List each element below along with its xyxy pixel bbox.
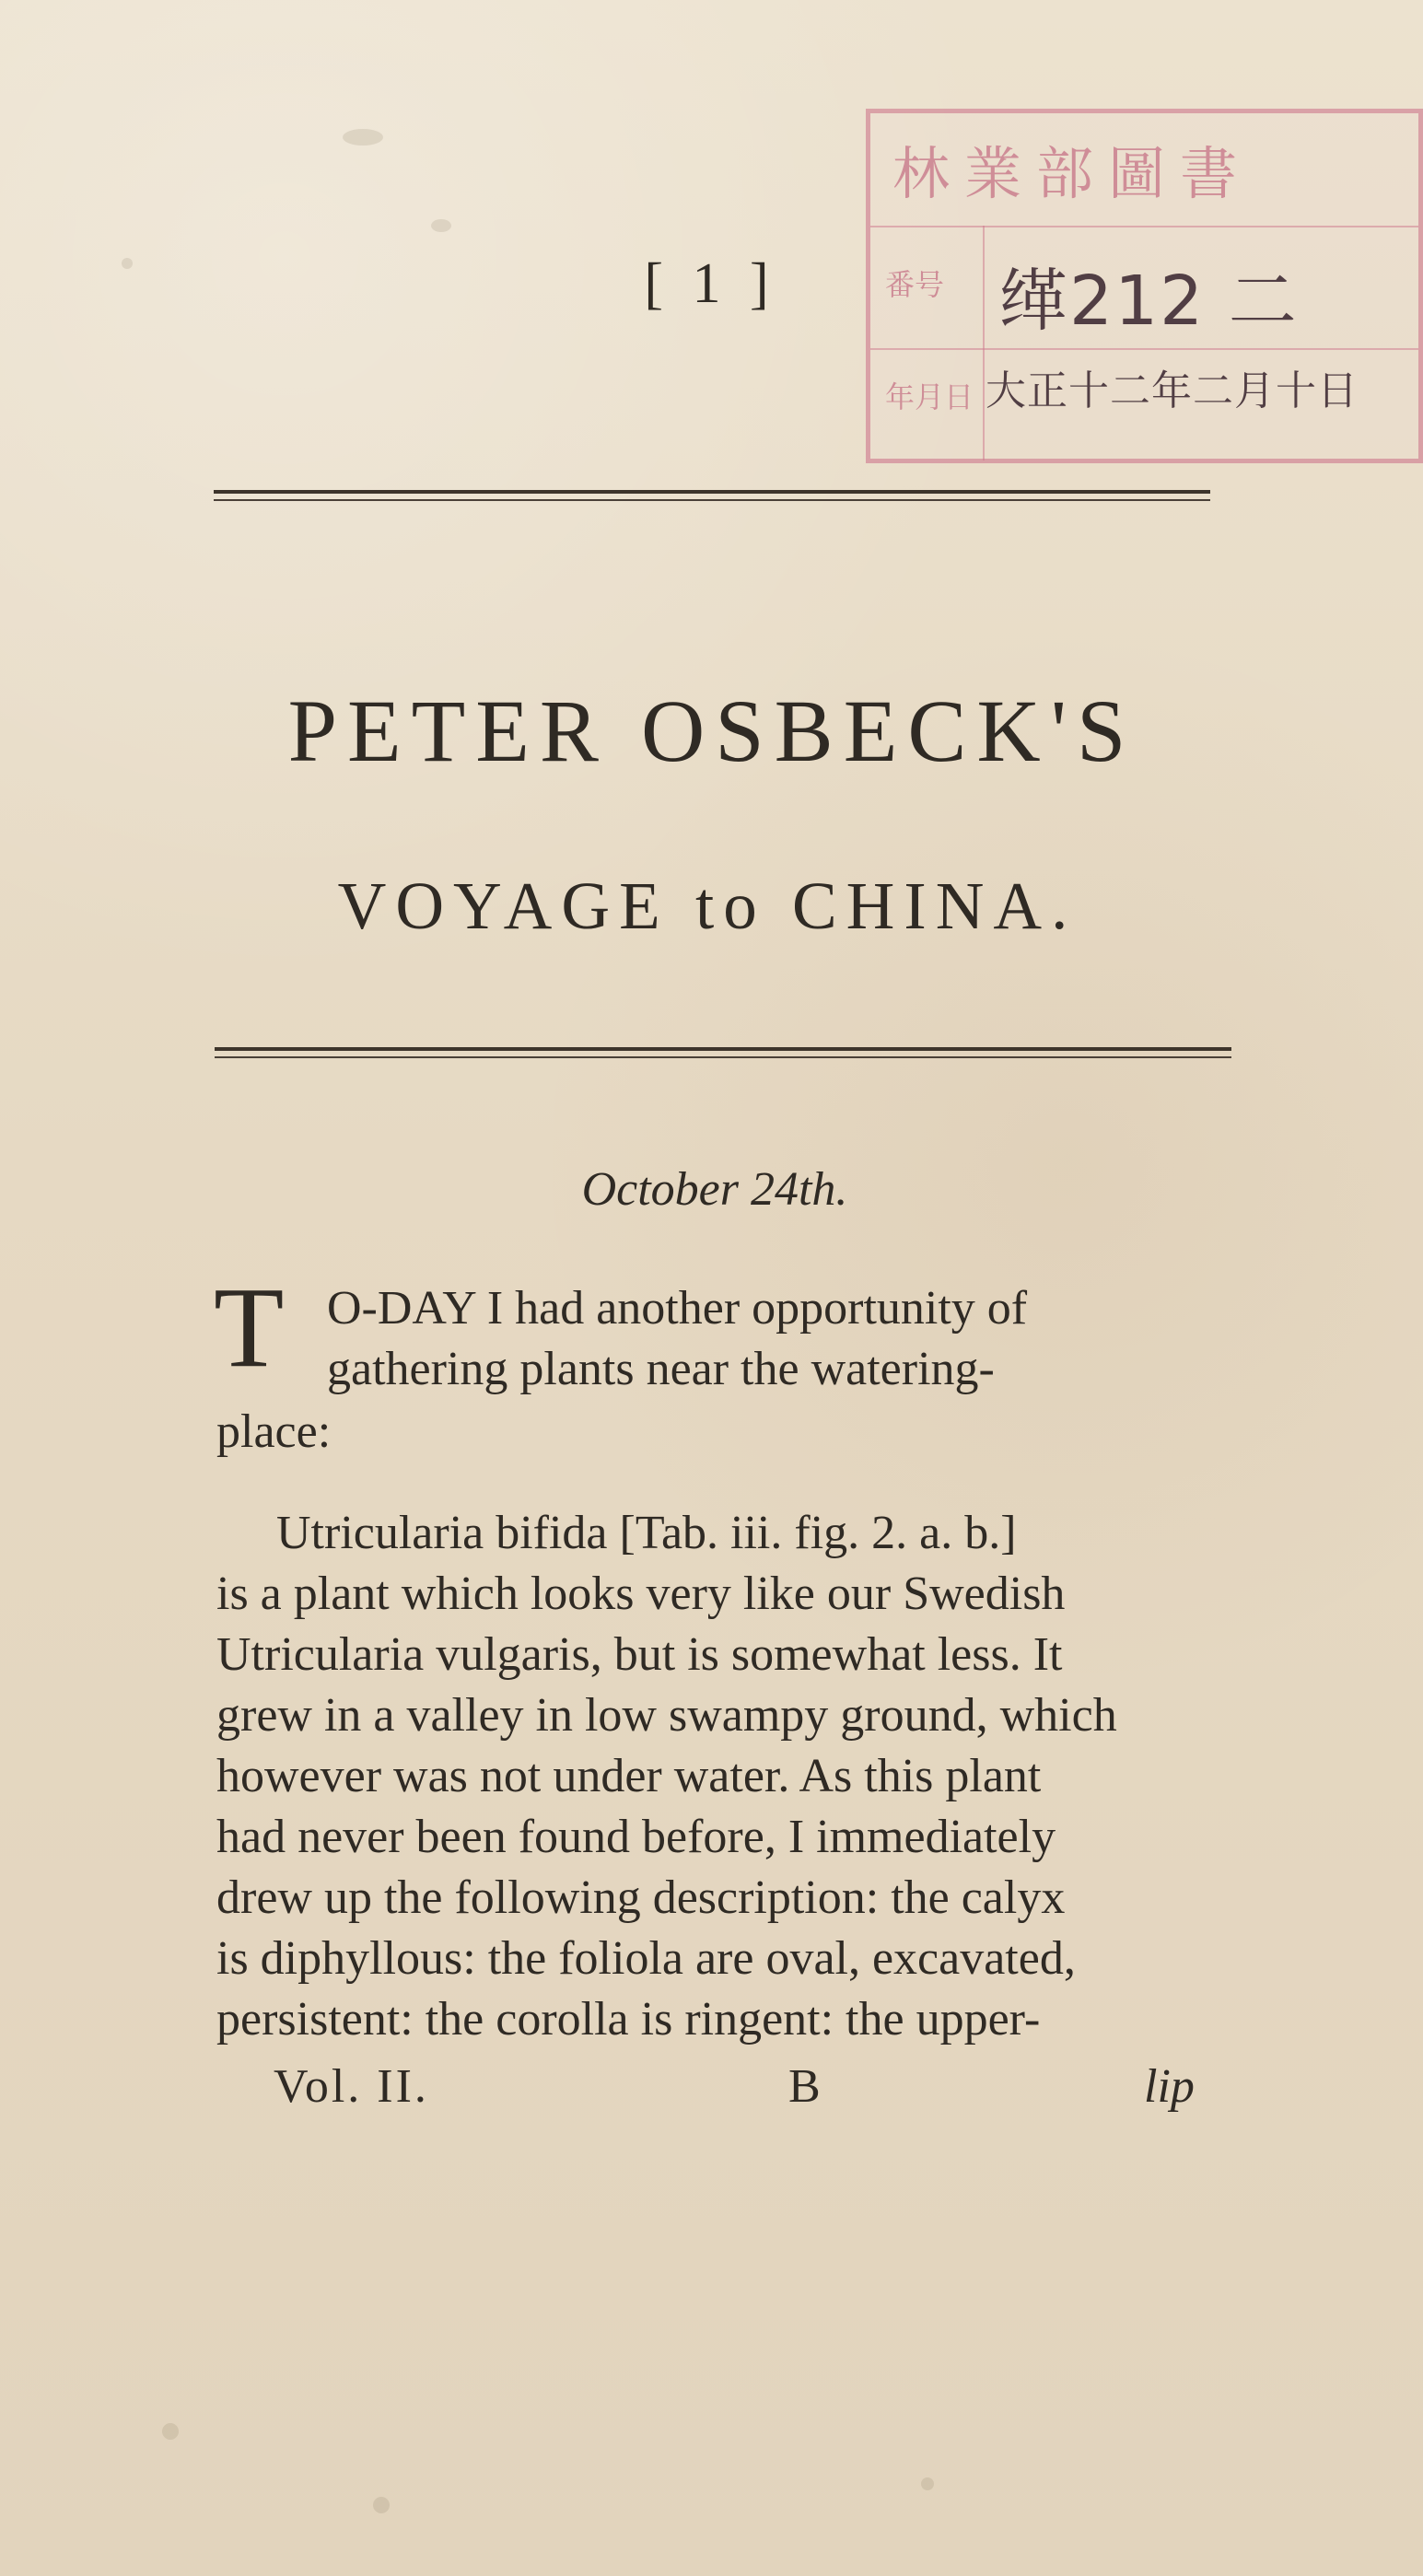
body-line: is diphyllous: the foliola are oval, excavated, bbox=[216, 1932, 1076, 1985]
body-line: Utricularia bifida [Tab. iii. fig. 2. a. b.] bbox=[276, 1507, 1017, 1559]
paragraph-1-line-3: place: bbox=[216, 1405, 332, 1458]
volume-label: Vol. II. bbox=[274, 2060, 429, 2113]
top-double-rule bbox=[214, 490, 1210, 494]
stamp-divider bbox=[983, 226, 985, 460]
ink-stain bbox=[122, 258, 133, 269]
body-line: however was not under water. As this plant bbox=[216, 1750, 1042, 1802]
ink-stain bbox=[343, 129, 383, 146]
body-line: persistent: the corolla is ringent: the upper- bbox=[216, 1993, 1041, 2046]
section-date: October 24th. bbox=[581, 1163, 848, 1216]
drop-cap: T bbox=[214, 1265, 285, 1392]
catchword: lip bbox=[1144, 2060, 1195, 2113]
paragraph-1-line-1: O-DAY I had another opportunity of bbox=[327, 1282, 1028, 1335]
stamp-title: 林業部圖書 bbox=[892, 140, 1253, 207]
body-line: grew in a valley in low swampy ground, which bbox=[216, 1689, 1117, 1742]
page-number: [ 1 ] bbox=[644, 252, 776, 315]
body-line: Utricularia vulgaris, but is somewhat less. It bbox=[216, 1628, 1063, 1681]
ink-stain bbox=[921, 2477, 934, 2490]
page-subtitle: VOYAGE to CHINA. bbox=[337, 868, 1078, 943]
body-line: drew up the following description: the calyx bbox=[216, 1871, 1066, 1924]
paragraph-1 bbox=[327, 1278, 1202, 1400]
signature-mark: B bbox=[788, 2060, 821, 2113]
body-line: had never been found before, I immediately bbox=[216, 1811, 1056, 1863]
stamp-divider bbox=[870, 226, 1418, 227]
stamp-date-label: 年月日 bbox=[885, 379, 974, 414]
handwritten-date: 大正十二年二月十日 bbox=[986, 367, 1359, 414]
handwritten-number: 缂212 二 bbox=[999, 262, 1299, 341]
paragraph-1-line-2: gathering plants near the watering- bbox=[327, 1343, 995, 1395]
bottom-double-rule bbox=[215, 1047, 1231, 1051]
stamp-number-label: 番号 bbox=[885, 267, 945, 302]
page-title: PETER OSBECK'S bbox=[287, 682, 1137, 780]
stamp-divider bbox=[870, 348, 1418, 350]
ink-stain bbox=[373, 2497, 390, 2513]
body-line: is a plant which looks very like our Swedish bbox=[216, 1568, 1066, 1620]
ink-stain bbox=[431, 219, 451, 232]
ink-stain bbox=[162, 2423, 179, 2440]
